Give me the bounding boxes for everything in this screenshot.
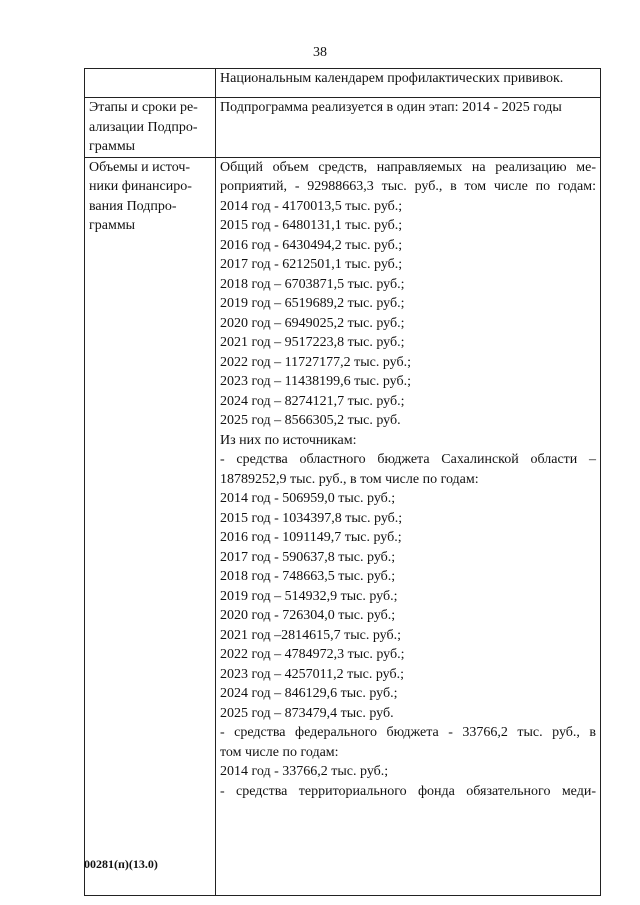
funding-line: 2021 год – 9517223,8 тыс. руб.; <box>220 335 405 350</box>
funding-line: 2019 год – 514932,9 тыс. руб.; <box>220 588 398 604</box>
funding-line: 2025 год – 873479,4 тыс. руб. <box>220 705 394 721</box>
funding-line: 2023 год – 4257011,2 тыс. руб.; <box>220 666 404 682</box>
funding-line: 2022 год – 11727177,2 тыс. руб.; <box>220 354 411 370</box>
funding-line: 2017 год - 6212501,1 тыс. руб.; <box>220 257 403 272</box>
cell-label-empty <box>85 69 216 98</box>
funding-line: 2025 год – 8566305,2 тыс. руб. <box>220 413 401 428</box>
cell-label-funding <box>85 157 216 895</box>
funding-line: Из них по источникам: <box>220 432 357 448</box>
table-row <box>85 157 601 895</box>
cell-vaccination-calendar: Национальным календарем профилактических прививок. <box>216 69 601 98</box>
funding-line: роприятий, - 92988663,3 тыс. руб., в том числе по годам: <box>220 179 596 194</box>
document-code: 00281(п)(13.0) <box>84 857 158 871</box>
label-line: Этапы и сроки ре- <box>89 100 198 115</box>
cell-label-stages <box>85 98 216 158</box>
funding-line: 2019 год – 6519689,2 тыс. руб.; <box>220 296 405 311</box>
funding-line: 2018 год – 6703871,5 тыс. руб.; <box>220 276 405 292</box>
table-row <box>85 69 601 98</box>
funding-line: 2015 год - 6480131,1 тыс. руб.; <box>220 218 403 233</box>
funding-line: 2016 год - 6430494,2 тыс. руб.; <box>220 237 403 253</box>
label-line: Объемы и источ- <box>89 159 191 175</box>
funding-line: 2021 год –2814615,7 тыс. руб.; <box>220 627 401 643</box>
funding-line: - средства федерального бюджета - 33766,2 тыс. руб., в <box>220 725 596 740</box>
funding-line: 2016 год - 1091149,7 тыс. руб.; <box>220 530 402 545</box>
cell-stages-value: Подпрограмма реализуется в один этап: 2014 - 2025 годы <box>216 98 601 158</box>
funding-line: том числе по годам: <box>220 744 339 760</box>
label-line: ники финансиро- <box>89 179 192 194</box>
funding-line: 2014 год - 506959,0 тыс. руб.; <box>220 491 396 506</box>
funding-line: 2024 год – 8274121,7 тыс. руб.; <box>220 393 405 409</box>
funding-line: 2023 год – 11438199,6 тыс. руб.; <box>220 374 411 389</box>
funding-line: 2017 год - 590637,8 тыс. руб.; <box>220 549 396 565</box>
funding-line: 2014 год - 33766,2 тыс. руб.; <box>220 764 389 779</box>
passport-table <box>84 68 601 896</box>
label-line: граммы <box>89 139 136 154</box>
label-line: граммы <box>89 218 136 233</box>
label-line: вания Подпро- <box>89 198 177 214</box>
funding-line: - средства территориального фонда обязательного меди- <box>220 783 596 799</box>
page-number: 38 <box>313 45 327 60</box>
funding-line: 2020 год - 726304,0 тыс. руб.; <box>220 608 396 623</box>
funding-line: 2014 год - 4170013,5 тыс. руб.; <box>220 198 403 214</box>
funding-line: Общий объем средств, направляемых на реализацию ме- <box>220 159 596 175</box>
funding-line: 18789252,9 тыс. руб., в том числе по годам: <box>220 471 479 487</box>
funding-line: 2022 год – 4784972,3 тыс. руб.; <box>220 647 405 662</box>
label-line: ализации Подпро- <box>89 119 198 135</box>
table-row <box>85 98 601 158</box>
funding-line: 2018 год - 748663,5 тыс. руб.; <box>220 569 396 584</box>
funding-line: 2015 год - 1034397,8 тыс. руб.; <box>220 510 403 526</box>
funding-line: - средства областного бюджета Сахалинской области – <box>220 452 596 467</box>
cell-funding-value <box>216 157 601 895</box>
funding-line: 2024 год – 846129,6 тыс. руб.; <box>220 686 398 701</box>
funding-line: 2020 год – 6949025,2 тыс. руб.; <box>220 315 405 331</box>
